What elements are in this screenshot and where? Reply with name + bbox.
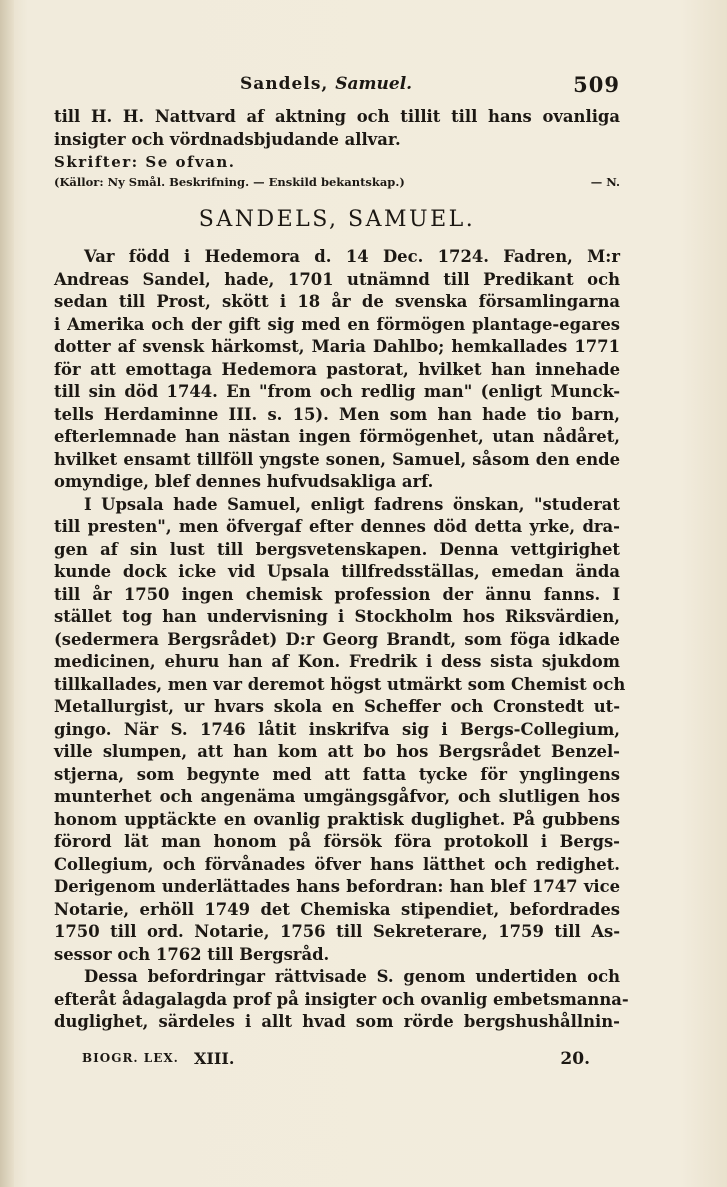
paragraph-2 bbox=[54, 494, 626, 967]
page-footer bbox=[54, 1049, 620, 1075]
text-line: (sedermera Bergsrådet) D:r Georg Brandt, som föga idkade bbox=[54, 629, 620, 649]
text-line: stället tog han undervisning i Stockholm hos Riksvärdien, bbox=[54, 607, 620, 626]
writings-line: Skrifter: Se ofvan. bbox=[54, 153, 236, 171]
text-line: duglighet, särdeles i allt hvad som rörde bergshushållnin- bbox=[54, 1012, 620, 1031]
sources-text: (Källor: Ny Smål. Beskrifning. — Enskild bekantskap.) bbox=[54, 175, 405, 189]
text-line: Var född i Hedemora d. 14 Dec. 1724. Fadren, M:r bbox=[84, 247, 620, 266]
page-number: 509 bbox=[573, 72, 620, 97]
text-line: I Upsala hade Samuel, enligt fadrens önskan, "studerat bbox=[84, 494, 620, 514]
text-line: ville slumpen, att han kom att bo hos Bergsrådet Benzel- bbox=[54, 742, 620, 761]
text-line: 1750 till ord. Notarie, 1756 till Sekreterare, 1759 till As- bbox=[54, 922, 620, 941]
paragraph-3 bbox=[54, 966, 629, 1034]
text-line: för att emottaga Hedemora pastorat, hvilket han innehade bbox=[54, 359, 620, 379]
sources-line bbox=[54, 175, 620, 189]
text-line: gen af sin lust till bergsvetenskapen. Denna vettgirighet bbox=[54, 539, 620, 559]
text-line: sessor och 1762 till Bergsråd. bbox=[54, 944, 330, 964]
text-line: dotter af svensk härkomst, Maria Dahlbo; hemkallades 1771 bbox=[54, 337, 620, 356]
volume-mark: XIII. bbox=[194, 1049, 235, 1068]
page-header bbox=[54, 66, 620, 106]
text-line: stjerna, som begynte med att fatta tycke för ynglingens bbox=[54, 764, 620, 784]
text-line: efteråt ådagalagda prof på insigter och ovanlig embetsmanna- bbox=[54, 989, 629, 1009]
text-line: kunde dock icke vid Upsala tillfredsställas, emedan ända bbox=[54, 562, 620, 581]
text-line: medicinen, ehuru han af Kon. Fredrik i dess sista sjukdom bbox=[54, 652, 620, 671]
author-sign: — N. bbox=[590, 175, 620, 189]
text-line: Derigenom underlättades hans befordran: han blef 1747 vice bbox=[54, 877, 620, 896]
text-line: Metallurgist, ur hvars skola en Scheffer och Cronstedt ut- bbox=[54, 697, 620, 716]
text-line: efterlemnade han nästan ingen förmögenhet, utan nådåret, bbox=[54, 427, 620, 446]
text-line: förord lät man honom på försök föra protokoll i Bergs- bbox=[54, 832, 620, 851]
text-line: hvilket ensamt tillföll yngste sonen, Samuel, såsom den ende bbox=[54, 449, 620, 469]
text-line: gingo. När S. 1746 låtit inskrifva sig i Bergs-Collegium, bbox=[54, 719, 620, 739]
text-line: sedan till Prost, skött i 18 år de svenska församlingarna bbox=[54, 292, 620, 311]
text-line: Collegium, och förvånades öfver hans lätthet och redighet. bbox=[54, 854, 620, 874]
text-line: munterhet och angenäma umgängsgåfvor, och slutligen hos bbox=[54, 787, 620, 806]
running-head-surname: Sandels, bbox=[240, 74, 329, 94]
text-line: tells Herdaminne III. s. 15). Men som han hade tio barn, bbox=[54, 404, 620, 424]
text-line: omyndige, blef dennes hufvudsakliga arf. bbox=[54, 472, 434, 491]
page-gutter bbox=[0, 0, 14, 1187]
text-line: insigter och vördnadsbjudande allvar. bbox=[54, 129, 401, 149]
sheet-number: 20. bbox=[560, 1049, 590, 1069]
text-line: till presten", men öfvergaf efter dennes död detta yrke, dra- bbox=[54, 517, 620, 536]
article-title: SANDELS, SAMUEL. bbox=[198, 207, 476, 232]
text-line: Andreas Sandel, hade, 1701 utnämnd till Predikant och bbox=[54, 269, 620, 289]
text-line: till år 1750 ingen chemisk profession der ännu fanns. I bbox=[54, 584, 620, 604]
text-line: till sin död 1744. En "from och redlig man" (enligt Munck- bbox=[54, 382, 620, 401]
text-line: honom upptäckte en ovanlig praktisk duglighet. På gubbens bbox=[54, 809, 620, 829]
text-line: tillkallades, men var deremot högst utmärkt som Chemist och bbox=[54, 674, 626, 694]
text-line: i Amerika och der gift sig med en förmögen plantage-egares bbox=[54, 314, 620, 334]
text-block bbox=[54, 66, 629, 1034]
text-line: Notarie, erhöll 1749 det Chemiska stipendiet, befordrades bbox=[54, 899, 620, 919]
signature-mark: BIOGR. LEX. bbox=[82, 1051, 179, 1065]
running-head bbox=[240, 74, 412, 94]
running-head-forename: Samuel. bbox=[335, 74, 413, 94]
paragraph-1 bbox=[54, 246, 620, 494]
text-line: Dessa befordringar rättvisade S. genom undertiden och bbox=[84, 967, 620, 986]
text-line: till H. H. Nattvard af aktning och tillit till hans ovanliga bbox=[54, 107, 620, 126]
